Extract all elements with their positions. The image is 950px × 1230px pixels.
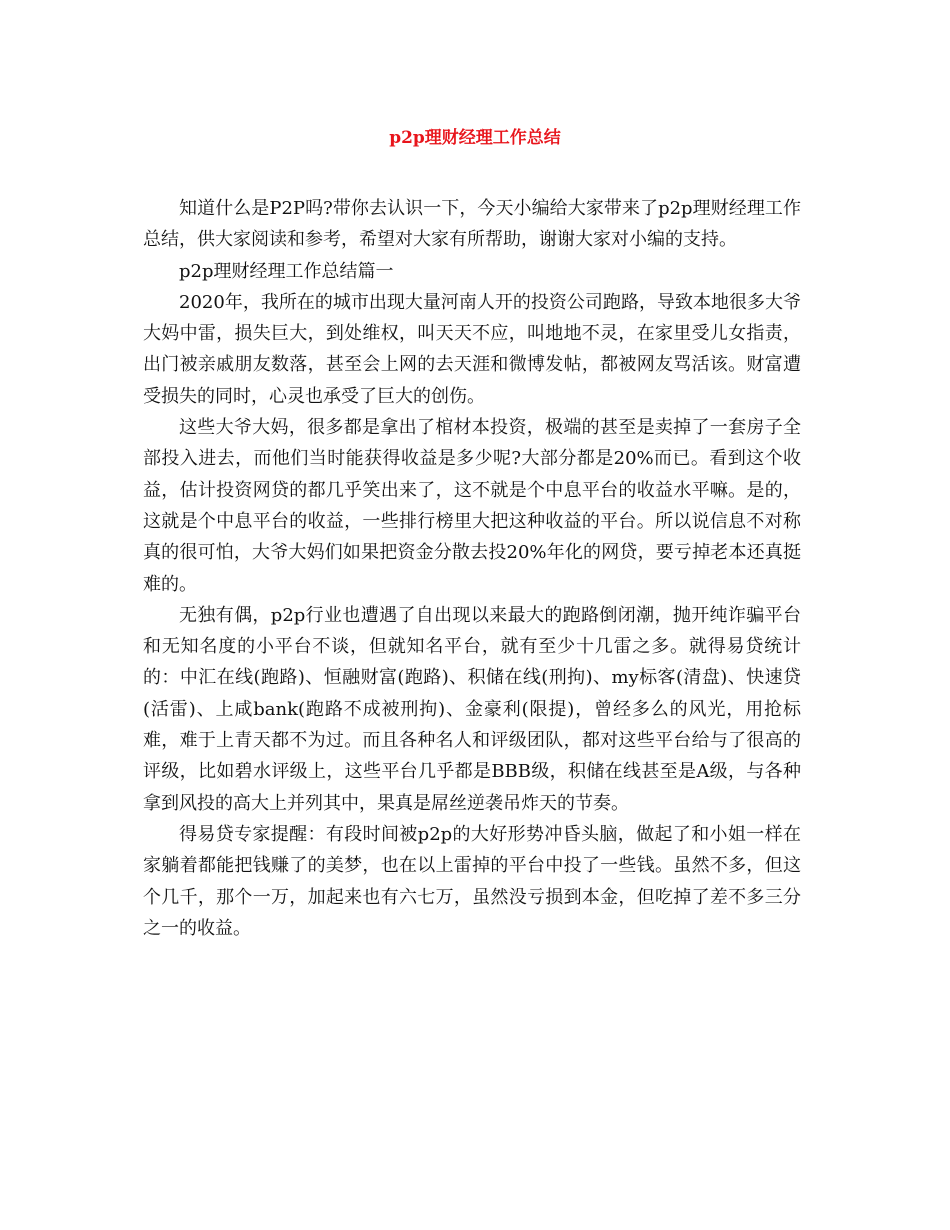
paragraph: 无独有偶，p2p行业也遭遇了自出现以来最大的跑路倒闭潮，抛开纯诈骗平台和无知名度的小平台不谈，但就知名平台，就有至少十几雷之多。就得易贷统计的：中汇在线(跑路)、恒融财富(跑路)、积储在线(刑拘)、my标客(清盘)、快速贷(活雷)、上咸bank(跑路不成被刑拘)、金豪利(限提)，曾经多么的风光，用抢标难，难于上青天都不为过。而且各种名人和评级团队，都对这些平台给与了很高的评级，比如碧水评级上，这些平台几乎都是BBB级，积储在线甚至是A级，与各种拿到风投的高大上并列其中，果真是屌丝逆袭吊炸天的节奏。 bbox=[143, 604, 801, 814]
section-heading: p2p理财经理工作总结篇一 bbox=[179, 260, 394, 282]
document-title: p2p理财经理工作总结 bbox=[389, 128, 561, 148]
paragraph: 这些大爷大妈，很多都是拿出了棺材本投资，极端的甚至是卖掉了一套房子全部投入进去，而他们当时能获得收益是多少呢?大部分都是20%而已。看到这个收益，估计投资网贷的都几乎笑出来了，这不就是个中息平台的收益水平嘛。是的，这就是个中息平台的收益，一些排行榜里大把这种收益的平台。所以说信息不对称真的很可怕，大爷大妈们如果把资金分散去投20%年化的网贷，要亏掉老本还真挺难的。 bbox=[143, 417, 801, 595]
paragraph: 2020年，我所在的城市出现大量河南人开的投资公司跑路，导致本地很多大爷大妈中雷，损失巨大，到处维权，叫天天不应，叫地地不灵，在家里受儿女指责，出门被亲戚朋友数落，甚至会上网的去天涯和微博发帖，都被网友骂活该。财富遭受损失的同时，心灵也承受了巨大的创伤。 bbox=[143, 291, 801, 407]
paragraph: 得易贷专家提醒：有段时间被p2p的大好形势冲昏头脑，做起了和小姐一样在家躺着都能把钱赚了的美梦，也在以上雷掉的平台中投了一些钱。虽然不多，但这个几千，那个一万，加起来也有六七万，虽然没亏损到本金，但吃掉了差不多三分之一的收益。 bbox=[143, 823, 801, 939]
paragraph-intro: 知道什么是P2P吗?带你去认识一下，今天小编给大家带来了p2p理财经理工作总结，供大家阅读和参考，希望对大家有所帮助，谢谢大家对小编的支持。 bbox=[143, 198, 801, 251]
document-body bbox=[143, 193, 801, 944]
